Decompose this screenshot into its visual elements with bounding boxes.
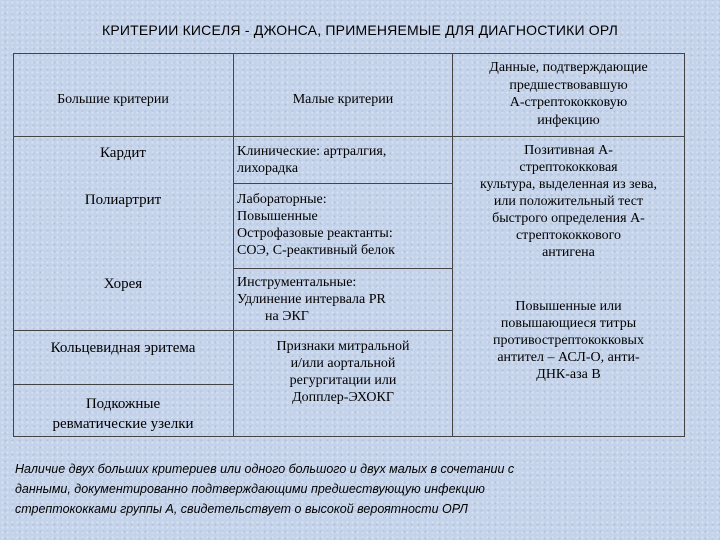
header-confirm-line: Данные, подтверждающие bbox=[489, 60, 648, 75]
minor-clinical-line: лихорадка bbox=[237, 161, 299, 176]
minor-regurg-line: регургитации или bbox=[289, 373, 397, 388]
confirm-culture-line: стрептококкового bbox=[515, 228, 622, 243]
confirm-culture-line: Позитивная А- bbox=[524, 143, 613, 158]
minor-clinical bbox=[237, 143, 386, 177]
confirm-titers-line: антител – АСЛ-О, анти- bbox=[497, 350, 640, 365]
minor-lab bbox=[237, 191, 395, 259]
header-minor-label: Малые критерии bbox=[292, 92, 394, 107]
confirm-titers-line: противострептококковых bbox=[493, 333, 644, 348]
minor-lab-line: Лабораторные: bbox=[237, 192, 327, 207]
minor-clinical-line: Клинические: артралгия, bbox=[237, 144, 387, 159]
header-major bbox=[13, 73, 213, 127]
confirm-titers-line: повышающиеся титры bbox=[500, 316, 637, 331]
minor-regurg-line: Признаки митральной bbox=[276, 339, 410, 354]
confirm-titers bbox=[452, 298, 685, 383]
major-nodules-line: Подкожные bbox=[85, 396, 161, 412]
confirm-titers-line: Повышенные или bbox=[515, 299, 622, 314]
footer-line: данными, документированно подтверждающими предшествующую инфекцию bbox=[15, 482, 485, 496]
confirm-titers-line: ДНК-аза В bbox=[536, 367, 601, 382]
major-criterion-erythema: Кольцевидная эритема bbox=[50, 340, 196, 356]
minor-regurg-line: и/или аортальной bbox=[290, 356, 396, 371]
confirm-culture bbox=[452, 142, 685, 261]
minor-instr-line: на ЭКГ bbox=[265, 309, 309, 324]
header-major-label: Большие критерии bbox=[57, 92, 169, 107]
minor-regurgitation bbox=[233, 338, 453, 406]
confirm-culture-line: быстрого определения А- bbox=[492, 211, 645, 226]
footer-note bbox=[15, 459, 705, 519]
confirm-culture-line: стрептококковая bbox=[519, 160, 618, 175]
minor-regurg-line: Допплер-ЭХОКГ bbox=[292, 390, 394, 405]
major-column-cell bbox=[13, 136, 234, 331]
minor-instr-line: Инструментальные: bbox=[237, 275, 357, 290]
confirm-culture-line: или положительный тест bbox=[493, 194, 644, 209]
minor-instr-line: Удлинение интервала PR bbox=[237, 292, 386, 307]
page-title: КРИТЕРИИ КИСЕЛЯ - ДЖОНСА, ПРИМЕНЯЕМЫЕ ДЛЯ ДИАГНОСТИКИ ОРЛ bbox=[101, 22, 619, 38]
header-confirm bbox=[452, 59, 685, 129]
minor-instrumental bbox=[237, 274, 386, 325]
confirm-culture-line: антигена bbox=[542, 245, 595, 260]
major-criterion-chorea: Хорея bbox=[103, 276, 143, 292]
footer-line: Наличие двух больших критериев или одного большого и двух малых в сочетании с bbox=[15, 462, 515, 476]
major-criterion-nodules bbox=[13, 394, 233, 434]
minor-lab-line: Острофазовые реактанты: bbox=[237, 226, 393, 241]
header-confirm-line: предшествовавшую bbox=[509, 77, 628, 93]
major-criterion-polyarthritis: Полиартрит bbox=[84, 192, 162, 208]
minor-lab-line: Повышенные bbox=[237, 209, 318, 224]
header-confirm-line: А-стрептококковую bbox=[509, 95, 628, 110]
footer-line: стрептококками группы А, свидетельствует о высокой вероятности ОРЛ bbox=[15, 502, 468, 516]
header-minor bbox=[233, 73, 453, 127]
confirm-culture-line: культура, выделенная из зева, bbox=[479, 177, 658, 192]
criteria-table bbox=[13, 53, 685, 437]
major-nodules-line: ревматические узелки bbox=[52, 416, 194, 432]
minor-lab-line: СОЭ, С-реактивный белок bbox=[237, 243, 395, 258]
header-confirm-line: инфекцию bbox=[537, 112, 600, 128]
major-criterion-carditis: Кардит bbox=[100, 145, 146, 161]
